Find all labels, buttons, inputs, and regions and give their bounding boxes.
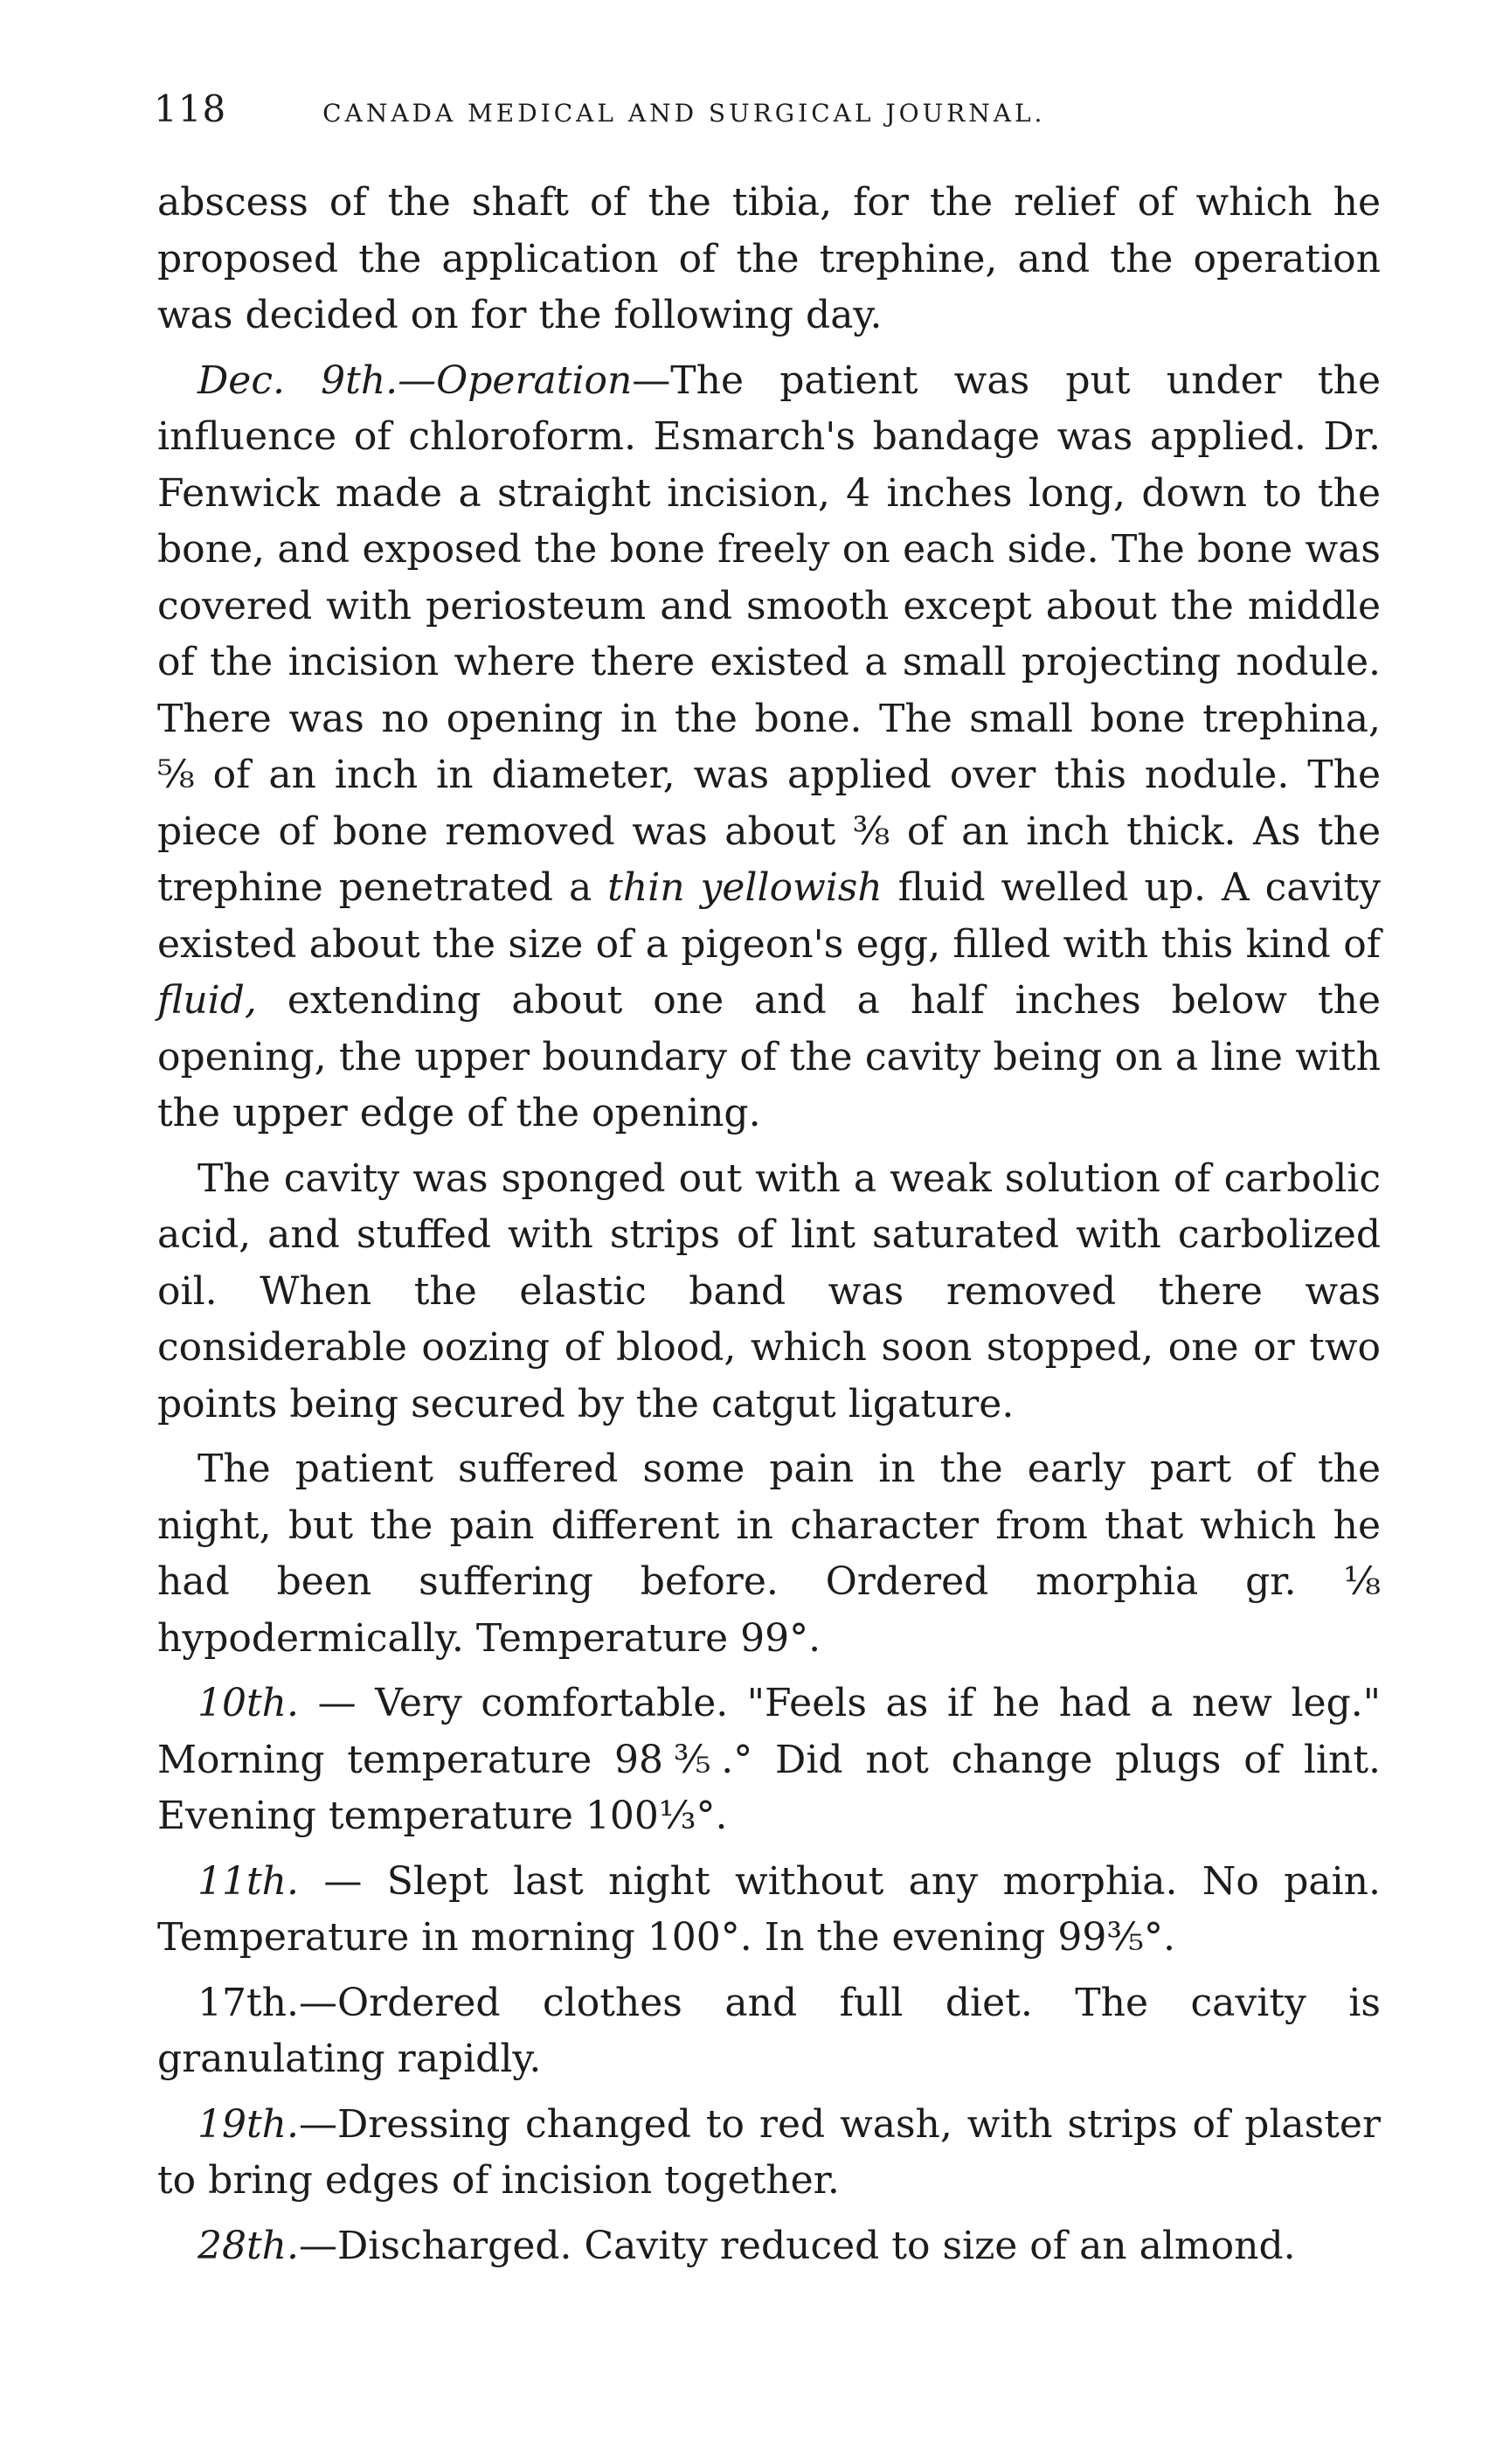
paragraph-1: abscess of the shaft of the tibia, for the relief of which he proposed the application of the trephine, and the operation was decided on for the following day. bbox=[157, 180, 1381, 337]
paragraph-cavity: The cavity was sponged out with a weak solution of carbolic acid, and stuffed with strips of lint saturated with carbolized oil. When the elastic band was removed there was considerable oozing of blood, which soon stopped, one or two points being secured by the catgut ligature. bbox=[157, 1156, 1381, 1426]
paragraph-night: The patient suffered some pain in the early part of the night, but the pain different in character from that which he had been suffering before. Ordered morphia gr. ⅛ hypodermically. Temperature 99°. bbox=[157, 1447, 1381, 1661]
article-body bbox=[157, 175, 1381, 2274]
emphasis-thin-yellowish: thin yellowish bbox=[607, 865, 883, 910]
date-lead: 11th. bbox=[197, 1858, 299, 1904]
emphasis-fluid: fluid, bbox=[157, 978, 257, 1023]
paragraph-11th: 11th. — Slept last night without any morphia. No pain. Temperature in morning 100°. In the evening 99⅗°. bbox=[157, 1858, 1381, 1960]
operation-lead: —Operation bbox=[398, 357, 633, 403]
page-header bbox=[154, 87, 1377, 140]
paragraph-10th: 10th. — Very comfortable. "Feels as if he had a new leg." Morning temperature 98⅗.° Did not change plugs of lint. Evening temperature 100⅓°. bbox=[157, 1681, 1381, 1838]
paragraph-19th: 19th.—Dressing changed to red wash, with strips of plaster to bring edges of incision together. bbox=[157, 2101, 1381, 2203]
paragraph-28th: 28th.—Discharged. Cavity reduced to size of an almond. bbox=[197, 2223, 1296, 2268]
paragraph-dec-9: Dec. 9th.—Operation—The patient was put under the influence of chloroform. Esmarch's bandage was applied. Dr. Fenwick made a straight incision, 4 inches long, down to the bone, and exposed the bone freely on each side. The bone was covered with periosteum and smooth except about the middle of the incision where there existed a small projecting nodule. There was no opening in the bone. The small bone trephina, ⅝ of an inch in diameter, was applied over this nodule. The piece of bone removed was about ⅜ of an inch thick. As the trephine penetrated a thin yellowish fluid welled up. A cavity existed about the size of a pigeon's egg, filled with this kind of fluid, extending about one and a half inches below the opening, the upper boundary of the cavity being on a line with the upper edge of the opening. bbox=[157, 357, 1381, 1135]
running-title: CANADA MEDICAL AND SURGICAL JOURNAL. bbox=[322, 99, 1046, 128]
date-lead: 28th. bbox=[197, 2223, 299, 2268]
date-lead: 10th. bbox=[197, 1681, 299, 1725]
date-lead: 17th. bbox=[197, 1980, 299, 2025]
paragraph-17th: 17th.—Ordered clothes and full diet. The cavity is granulating rapidly. bbox=[157, 1980, 1381, 2081]
date-lead: Dec. 9th. bbox=[197, 357, 398, 403]
page-number: 118 bbox=[154, 87, 227, 130]
date-lead: 19th. bbox=[197, 2101, 299, 2147]
